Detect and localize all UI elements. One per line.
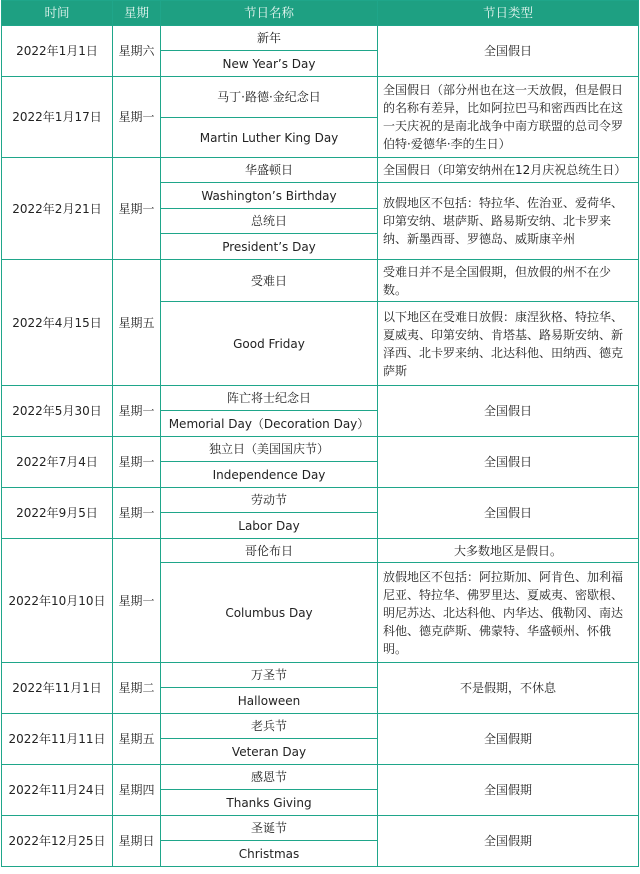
table-row — [2, 437, 639, 462]
date-cell: 2022年11月11日 — [2, 714, 113, 765]
header-holiday-type: 节日类型 — [378, 1, 639, 26]
holiday-type-cell: 全国假期 — [378, 765, 639, 816]
header-weekday: 星期 — [113, 1, 161, 26]
holiday-name-cell: Columbus Day — [161, 563, 378, 663]
weekday-cell: 星期六 — [113, 26, 161, 77]
holiday-name-cell: Washington’s Birthday — [161, 183, 378, 209]
holiday-name-cell: 劳动节 — [161, 488, 378, 513]
weekday-cell: 星期五 — [113, 260, 161, 386]
table-row — [2, 816, 639, 841]
weekday-cell: 星期一 — [113, 488, 161, 539]
holiday-type-cell: 全国假日（部分州也在这一天放假，但是假日的名称有差异，比如阿拉巴马和密西西比在这一天庆祝的是南北战争中南方联盟的总司令罗伯特·爱德华·李的生日） — [378, 77, 639, 158]
date-cell: 2022年10月10日 — [2, 539, 113, 663]
holiday-name-cell: 圣诞节 — [161, 816, 378, 841]
holiday-name-cell: 哥伦布日 — [161, 539, 378, 563]
holiday-name-cell: Labor Day — [161, 513, 378, 539]
table-row — [2, 386, 639, 411]
holiday-type-cell: 受难日并不是全国假期，但放假的州不在少数。 — [378, 260, 639, 302]
holiday-name-cell: Veteran Day — [161, 739, 378, 765]
holiday-type-cell: 放假地区不包括：阿拉斯加、阿肯色、加利福尼亚、特拉华、佛罗里达、夏威夷、密歇根、明尼苏达、北达科他、内华达、俄勒冈、南达科他、德克萨斯、佛蒙特、华盛顿州、怀俄明。 — [378, 563, 639, 663]
holiday-type-cell: 以下地区在受难日放假：康涅狄格、特拉华、夏威夷、印第安纳、肯塔基、路易斯安纳、新泽西、北卡罗来纳、北达科他、田纳西、德克萨斯 — [378, 302, 639, 386]
header-row — [2, 1, 639, 26]
weekday-cell: 星期一 — [113, 77, 161, 158]
holiday-name-cell: Thanks Giving — [161, 790, 378, 816]
holiday-table — [1, 0, 639, 867]
holiday-type-cell: 全国假日（印第安纳州在12月庆祝总统生日） — [378, 158, 639, 183]
date-cell: 2022年7月4日 — [2, 437, 113, 488]
holiday-name-cell: 总统日 — [161, 209, 378, 234]
holiday-name-cell: 阵亡将士纪念日 — [161, 386, 378, 411]
holiday-type-cell: 全国假日 — [378, 488, 639, 539]
holiday-name-cell: 感恩节 — [161, 765, 378, 790]
holiday-name-cell: 万圣节 — [161, 663, 378, 688]
weekday-cell: 星期一 — [113, 158, 161, 260]
header-holiday-name: 节日名称 — [161, 1, 378, 26]
holiday-name-cell: 华盛顿日 — [161, 158, 378, 183]
holiday-type-cell: 大多数地区是假日。 — [378, 539, 639, 563]
holiday-name-cell: Christmas — [161, 841, 378, 867]
holiday-name-cell: Halloween — [161, 688, 378, 714]
table-row — [2, 765, 639, 790]
date-cell: 2022年4月15日 — [2, 260, 113, 386]
holiday-name-cell: 老兵节 — [161, 714, 378, 739]
weekday-cell: 星期一 — [113, 386, 161, 437]
weekday-cell: 星期四 — [113, 765, 161, 816]
holiday-name-cell: New Year’s Day — [161, 51, 378, 77]
date-cell: 2022年9月5日 — [2, 488, 113, 539]
date-cell: 2022年12月25日 — [2, 816, 113, 867]
holiday-name-cell: President’s Day — [161, 234, 378, 260]
holiday-name-cell: Memorial Day（Decoration Day） — [161, 411, 378, 437]
holiday-name-cell: Good Friday — [161, 302, 378, 386]
holiday-name-cell: 新年 — [161, 26, 378, 51]
holiday-name-cell: 马丁·路德·金纪念日 — [161, 77, 378, 118]
holiday-type-cell: 全国假期 — [378, 816, 639, 867]
holiday-type-cell: 全国假期 — [378, 714, 639, 765]
holiday-name-cell: Martin Luther King Day — [161, 118, 378, 158]
table-row — [2, 158, 639, 183]
table-row — [2, 26, 639, 51]
holiday-name-cell: 独立日（美国国庆节） — [161, 437, 378, 462]
date-cell: 2022年2月21日 — [2, 158, 113, 260]
date-cell: 2022年11月24日 — [2, 765, 113, 816]
holiday-type-cell: 全国假日 — [378, 437, 639, 488]
holiday-type-cell: 全国假日 — [378, 26, 639, 77]
table-row — [2, 488, 639, 513]
weekday-cell: 星期一 — [113, 437, 161, 488]
table-row — [2, 663, 639, 688]
table-row — [2, 714, 639, 739]
holiday-type-cell: 不是假期，不休息 — [378, 663, 639, 714]
header-date: 时间 — [2, 1, 113, 26]
date-cell: 2022年1月17日 — [2, 77, 113, 158]
table-row — [2, 539, 639, 563]
date-cell: 2022年11月1日 — [2, 663, 113, 714]
weekday-cell: 星期五 — [113, 714, 161, 765]
table-row — [2, 260, 639, 302]
holiday-type-cell: 全国假日 — [378, 386, 639, 437]
table-row — [2, 77, 639, 118]
table-body — [2, 26, 639, 867]
weekday-cell: 星期二 — [113, 663, 161, 714]
date-cell: 2022年5月30日 — [2, 386, 113, 437]
holiday-name-cell: Independence Day — [161, 462, 378, 488]
holiday-type-cell: 放假地区不包括：特拉华、佐治亚、爱荷华、印第安纳、堪萨斯、路易斯安纳、北卡罗来纳、新墨西哥、罗德岛、威斯康辛州 — [378, 183, 639, 260]
date-cell: 2022年1月1日 — [2, 26, 113, 77]
holiday-name-cell: 受难日 — [161, 260, 378, 302]
weekday-cell: 星期一 — [113, 539, 161, 663]
weekday-cell: 星期日 — [113, 816, 161, 867]
